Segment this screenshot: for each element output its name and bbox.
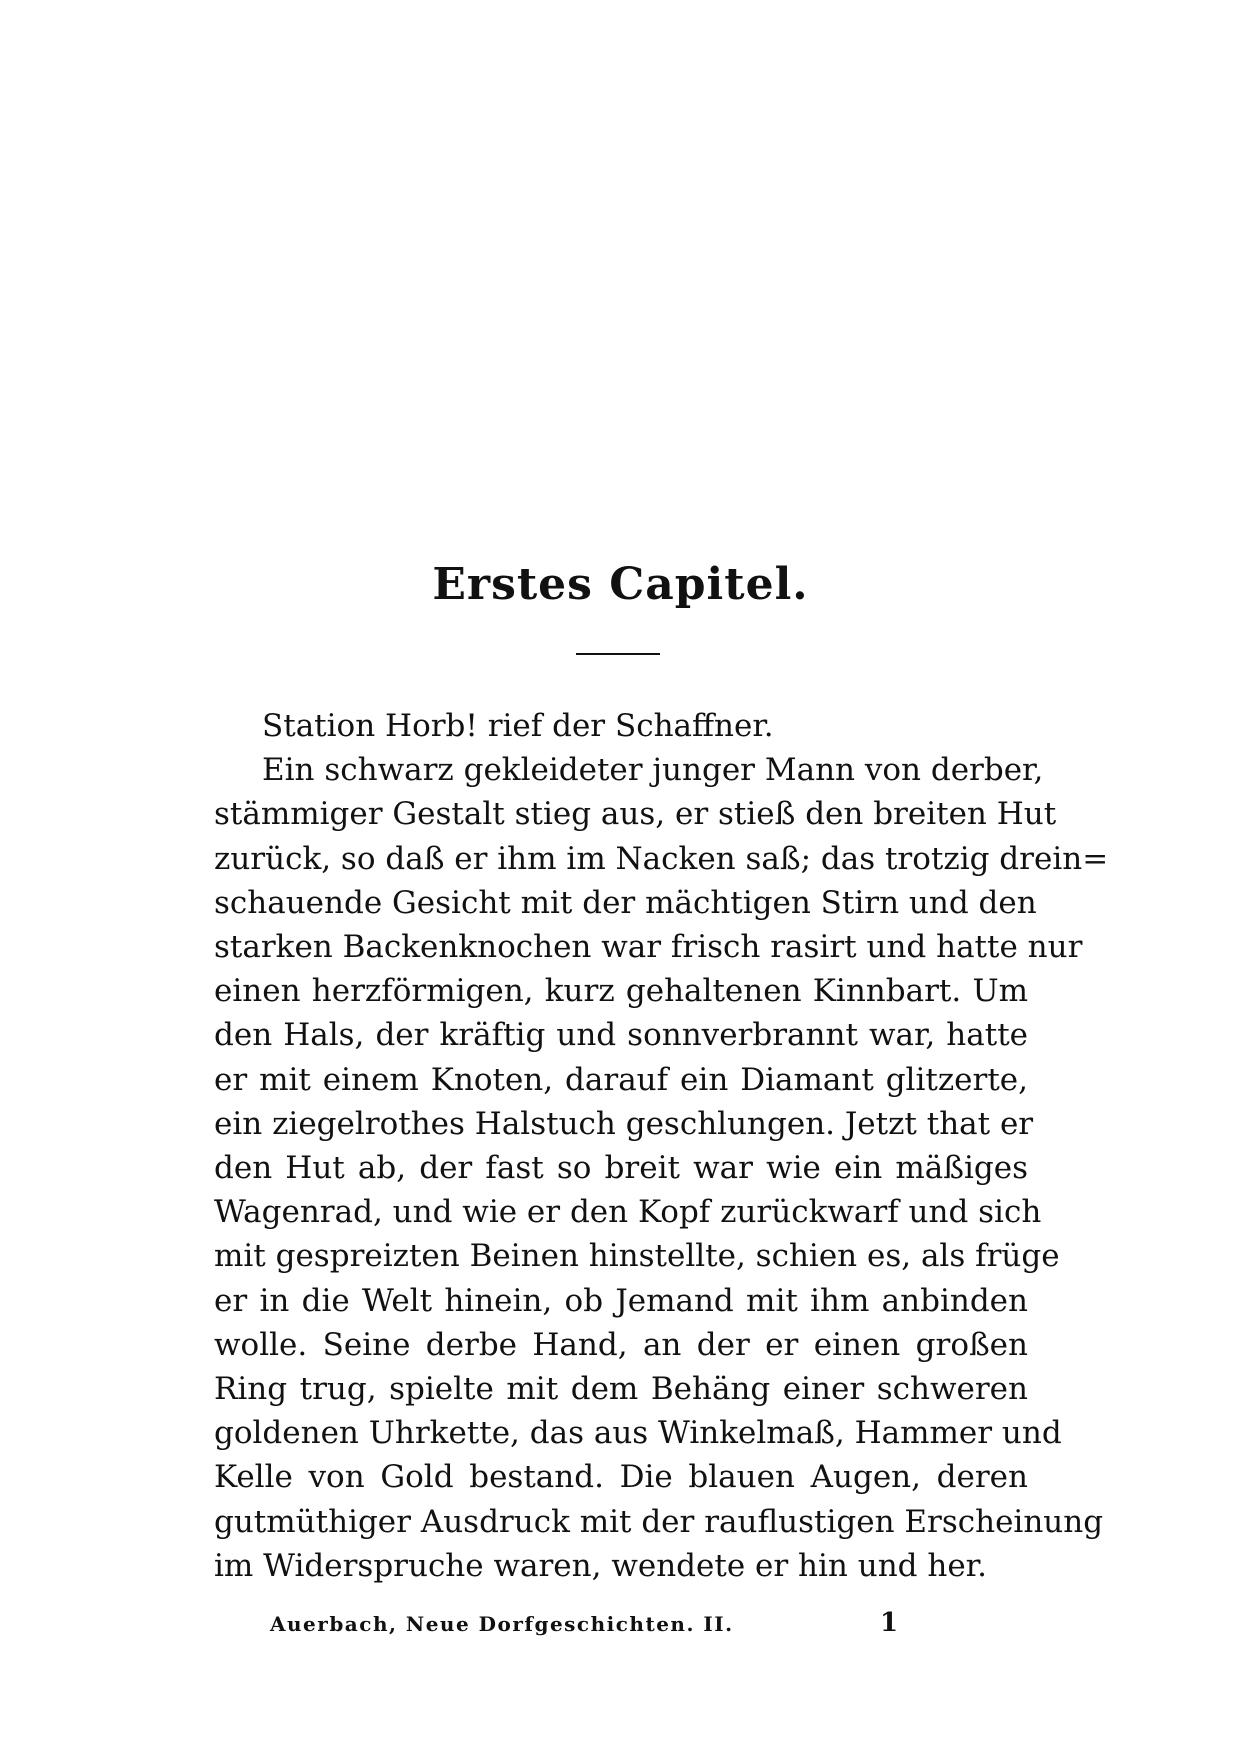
page-footer	[0, 1608, 1241, 1648]
text-line: starken Backenknochen war frisch rasirt und hatte nur	[214, 929, 1083, 966]
text-line: Kelle von Gold bestand. Die blauen Augen, deren	[214, 1459, 1028, 1496]
text-line: Ring trug, spielte mit dem Behäng einer schweren	[214, 1371, 1028, 1408]
text-line: schauende Gesicht mit der mächtigen Stirn und den	[214, 884, 1037, 921]
text-line: einen herzförmigen, kurz gehaltenen Kinnbart. Um	[214, 973, 1028, 1010]
chapter-title: Erstes Capitel.	[432, 559, 809, 610]
title-divider	[576, 653, 660, 655]
text-line: mit gespreizten Beinen hinstellte, schien es, als früge	[214, 1238, 1060, 1275]
text-line: den Hals, der kräftig und sonnverbrannt war, hatte	[214, 1017, 1028, 1054]
text-line: Station Horb! rief der Schaffner.	[262, 708, 774, 744]
text-line: ein ziegelrothes Halstuch geschlungen. Jetzt that er	[214, 1105, 1034, 1142]
text-line: zurück, so daß er ihm im Nacken saß; das trotzig drein=	[214, 840, 1109, 877]
page-number: 1	[880, 1608, 899, 1638]
text-line: wolle. Seine derbe Hand, an der er einen großen	[214, 1326, 1028, 1363]
body-paragraph	[214, 704, 1109, 1588]
signature-line: Auerbach, Neue Dorfgeschichten. II.	[270, 1612, 734, 1636]
text-line: Ein schwarz gekleideter junger Mann von derber,	[262, 752, 1044, 789]
text-line: gutmüthiger Ausdruck mit der rauflustigen Erscheinung	[214, 1503, 1104, 1540]
text-line: goldenen Uhrkette, das aus Winkelmaß, Hammer und	[214, 1415, 1062, 1452]
text-line: er in die Welt hinein, ob Jemand mit ihm anbinden	[214, 1282, 1028, 1319]
text-line: Wagenrad, und wie er den Kopf zurückwarf und sich	[214, 1194, 1042, 1231]
text-line: stämmiger Gestalt stieg aus, er stieß den breiten Hut	[214, 796, 1057, 833]
text-line: den Hut ab, der fast so breit war wie ein mäßiges	[214, 1150, 1028, 1187]
text-line: er mit einem Knoten, darauf ein Diamant glitzerte,	[214, 1061, 1028, 1098]
text-line: im Widerspruche waren, wendete er hin und her.	[214, 1547, 987, 1584]
